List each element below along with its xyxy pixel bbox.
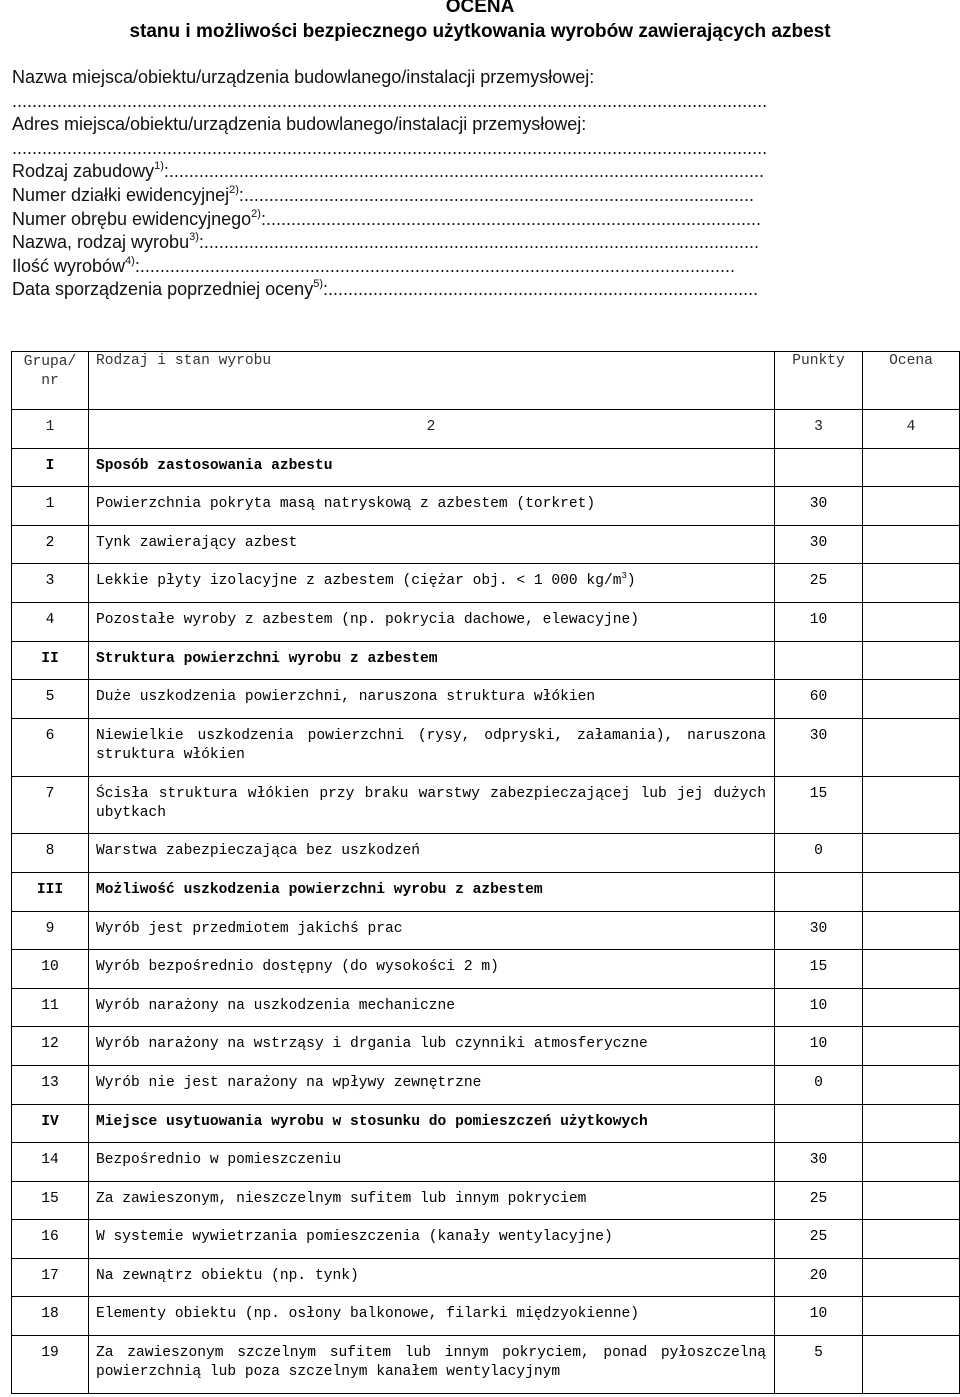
document-title: OCENA (445, 0, 515, 17)
field-label: Ilość wyrobów (12, 255, 126, 276)
field-fill-line[interactable]: ....................................................................................................................................................... (12, 90, 768, 111)
form-field-line (12, 278, 942, 302)
row-description: Za zawieszonym szczelnym sufitem lub innym pokryciem, ponad pyłoszczelną powierzchnią lub poza szczelnym kanałem wentylacyjnym (89, 1336, 775, 1394)
row-points: 0 (775, 834, 863, 873)
row-number: III (12, 872, 89, 911)
table-row (12, 1220, 960, 1259)
row-rating-input[interactable] (863, 1181, 960, 1220)
row-points: 30 (775, 487, 863, 526)
row-points: 10 (775, 602, 863, 641)
row-points: 30 (775, 911, 863, 950)
table-header-row (12, 352, 960, 410)
row-description: Wyrób jest przedmiotem jakichś prac (89, 911, 775, 950)
row-rating-input[interactable] (863, 1220, 960, 1259)
footnote-ref: 3) (189, 231, 199, 244)
row-rating-input[interactable] (863, 602, 960, 641)
row-points (775, 448, 863, 487)
row-rating-input[interactable] (863, 448, 960, 487)
row-number: 16 (12, 1220, 89, 1259)
superscript: 3 (621, 571, 627, 582)
footnote-ref: 2) (229, 183, 239, 196)
row-rating-input[interactable] (863, 641, 960, 680)
field-fill-line[interactable]: ....................................................................................................................... (168, 161, 765, 182)
row-number: 3 (12, 564, 89, 603)
footnote-ref: 4) (125, 254, 135, 267)
row-description: Pozostałe wyroby z azbestem (np. pokrycia dachowe, elewacyjne) (89, 602, 775, 641)
row-rating-input[interactable] (863, 834, 960, 873)
row-points: 60 (775, 680, 863, 719)
row-description: Wyrób bezpośrednio dostępny (do wysokości 2 m) (89, 950, 775, 989)
row-number: 8 (12, 834, 89, 873)
row-points (775, 1104, 863, 1143)
header-description: Rodzaj i stan wyrobu (89, 352, 775, 410)
row-number: IV (12, 1104, 89, 1143)
row-rating-input[interactable] (863, 1297, 960, 1336)
row-points: 30 (775, 718, 863, 776)
row-number: 11 (12, 988, 89, 1027)
form-field-line (12, 255, 942, 279)
row-rating-input[interactable] (863, 564, 960, 603)
row-points: 25 (775, 564, 863, 603)
row-description: Miejsce usytuowania wyrobu w stosunku do pomieszczeń użytkowych (89, 1104, 775, 1143)
row-points: 10 (775, 1297, 863, 1336)
row-points: 10 (775, 988, 863, 1027)
row-number: 18 (12, 1297, 89, 1336)
form-field-line (12, 208, 942, 232)
field-colon: : (198, 232, 204, 253)
table-row (12, 1027, 960, 1066)
row-description: Tynk zawierający azbest (89, 525, 775, 564)
row-rating-input[interactable] (863, 680, 960, 719)
row-rating-input[interactable] (863, 911, 960, 950)
row-points: 15 (775, 776, 863, 834)
table-row (12, 1297, 960, 1336)
table-row (12, 1258, 960, 1297)
field-fill-line[interactable]: ................................................................................................... (265, 208, 762, 229)
row-description: Struktura powierzchni wyrobu z azbestem (89, 641, 775, 680)
row-points (775, 641, 863, 680)
table-group-row (12, 448, 960, 487)
table-row (12, 487, 960, 526)
table-row (12, 1143, 960, 1182)
form-field-line (12, 66, 942, 90)
row-points: 25 (775, 1220, 863, 1259)
row-rating-input[interactable] (863, 872, 960, 911)
row-points: 30 (775, 525, 863, 564)
field-label: Rodzaj zabudowy (12, 161, 155, 182)
table-group-row (12, 872, 960, 911)
field-fill-line[interactable]: ....................................................................................................................................................... (12, 137, 768, 158)
col-number-3: 3 (775, 410, 863, 449)
row-description: Wyrób narażony na uszkodzenia mechaniczne (89, 988, 775, 1027)
field-fill-line[interactable]: ............................................................................................................... (203, 232, 759, 253)
row-points: 30 (775, 1143, 863, 1182)
row-description: Wyrób nie jest narażony na wpływy zewnętrzne (89, 1065, 775, 1104)
field-colon: : (134, 255, 140, 276)
row-number: 14 (12, 1143, 89, 1182)
table-row (12, 911, 960, 950)
field-colon: : (322, 279, 328, 300)
table-row (12, 525, 960, 564)
row-description: Możliwość uszkodzenia powierzchni wyrobu z azbestem (89, 872, 775, 911)
table-row (12, 718, 960, 776)
field-colon: : (260, 208, 266, 229)
field-colon: : (163, 161, 169, 182)
row-number: 6 (12, 718, 89, 776)
field-label: Data sporządzenia poprzedniej oceny (12, 279, 314, 300)
row-rating-input[interactable] (863, 1258, 960, 1297)
col-number-4: 4 (863, 410, 960, 449)
row-number: 7 (12, 776, 89, 834)
form-field-line (12, 90, 942, 114)
row-points: 10 (775, 1027, 863, 1066)
row-description: Warstwa zabezpieczająca bez uszkodzeń (89, 834, 775, 873)
row-rating-input[interactable] (863, 487, 960, 526)
row-description (89, 564, 775, 603)
table-row (12, 950, 960, 989)
row-number: 9 (12, 911, 89, 950)
field-label: Numer działki ewidencyjnej (12, 184, 230, 205)
table-row (12, 834, 960, 873)
table-row (12, 1065, 960, 1104)
row-number: 5 (12, 680, 89, 719)
footnote-ref: 2) (251, 207, 261, 220)
row-number: II (12, 641, 89, 680)
table-row (12, 1336, 960, 1394)
table-group-row (12, 1104, 960, 1143)
footnote-ref: 5) (313, 278, 323, 291)
row-rating-input[interactable] (863, 776, 960, 834)
footnote-ref: 1) (154, 160, 164, 173)
column-number-row (12, 410, 960, 449)
field-label: Adres miejsca/obiektu/urządzenia budowlanego/instalacji przemysłowej: (12, 114, 587, 135)
row-rating-input[interactable] (863, 1104, 960, 1143)
row-points: 5 (775, 1336, 863, 1394)
row-number: 15 (12, 1181, 89, 1220)
row-number: 10 (12, 950, 89, 989)
row-description-tail: ) (626, 573, 636, 590)
row-description: Duże uszkodzenia powierzchni, naruszona struktura włókien (89, 680, 775, 719)
field-label: Numer obrębu ewidencyjnego (12, 208, 252, 229)
header-group-nr: Grupa/ nr (12, 352, 89, 410)
table-group-row (12, 641, 960, 680)
form-field-line (12, 184, 942, 208)
field-fill-line[interactable]: ...................................................................................................... (243, 184, 754, 205)
table-row (12, 602, 960, 641)
row-number: 12 (12, 1027, 89, 1066)
row-rating-input[interactable] (863, 950, 960, 989)
row-rating-input[interactable] (863, 525, 960, 564)
row-description: Niewielkie uszkodzenia powierzchni (rysy, odpryski, załamania), naruszona struktura włókien (89, 718, 775, 776)
row-rating-input[interactable] (863, 1065, 960, 1104)
row-number: 2 (12, 525, 89, 564)
row-points: 0 (775, 1065, 863, 1104)
row-rating-input[interactable] (863, 988, 960, 1027)
table-row (12, 680, 960, 719)
form-field-line (12, 160, 942, 184)
document-subtitle: stanu i możliwości bezpiecznego użytkowania wyrobów zawierających azbest (129, 21, 831, 42)
row-description: W systemie wywietrzania pomieszczenia (kanały wentylacyjne) (89, 1220, 775, 1259)
row-points: 25 (775, 1181, 863, 1220)
row-number: I (12, 448, 89, 487)
row-number: 1 (12, 487, 89, 526)
row-description: Elementy obiektu (np. osłony balkonowe, filarki międzyokienne) (89, 1297, 775, 1336)
col-number-2: 2 (89, 410, 775, 449)
row-description: Bezpośrednio w pomieszczeniu (89, 1143, 775, 1182)
form-field-line (12, 137, 942, 161)
row-rating-input[interactable] (863, 1027, 960, 1066)
col-number-1: 1 (12, 410, 89, 449)
row-number: 13 (12, 1065, 89, 1104)
row-points (775, 872, 863, 911)
row-points: 20 (775, 1258, 863, 1297)
header-points: Punkty (775, 352, 863, 410)
form-field-line (12, 113, 942, 137)
row-rating-input[interactable] (863, 718, 960, 776)
field-fill-line[interactable]: ....................................................................................................................... (139, 255, 735, 276)
field-label: Nazwa miejsca/obiektu/urządzenia budowlanego/instalacji przemysłowej: (12, 67, 595, 87)
row-description: Wyrób narażony na wstrząsy i drgania lub czynniki atmosferyczne (89, 1027, 775, 1066)
form-fields (12, 66, 942, 302)
row-description-text: Lekkie płyty izolacyjne z azbestem (ciężar obj. < 1 000 kg/m (96, 573, 622, 590)
field-fill-line[interactable]: ...................................................................................... (328, 279, 759, 300)
form-field-line (12, 231, 942, 255)
row-rating-input[interactable] (863, 1336, 960, 1394)
row-description: Powierzchnia pokryta masą natryskową z azbestem (torkret) (89, 487, 775, 526)
row-number: 19 (12, 1336, 89, 1394)
row-description: Ścisła struktura włókien przy braku warstwy zabezpieczającej lub jej dużych ubytkach (89, 776, 775, 834)
header-rating: Ocena (863, 352, 960, 410)
row-number: 17 (12, 1258, 89, 1297)
row-description: Na zewnątrz obiektu (np. tynk) (89, 1258, 775, 1297)
field-colon: : (238, 184, 244, 205)
table-row (12, 564, 960, 603)
row-points: 15 (775, 950, 863, 989)
field-label: Nazwa, rodzaj wyrobu (12, 232, 190, 253)
table-row (12, 988, 960, 1027)
row-rating-input[interactable] (863, 1143, 960, 1182)
table-row (12, 776, 960, 834)
row-description: Za zawieszonym, nieszczelnym sufitem lub innym pokryciem (89, 1181, 775, 1220)
table-row (12, 1181, 960, 1220)
row-number: 4 (12, 602, 89, 641)
row-description: Sposób zastosowania azbestu (89, 448, 775, 487)
assessment-table (11, 351, 960, 1394)
